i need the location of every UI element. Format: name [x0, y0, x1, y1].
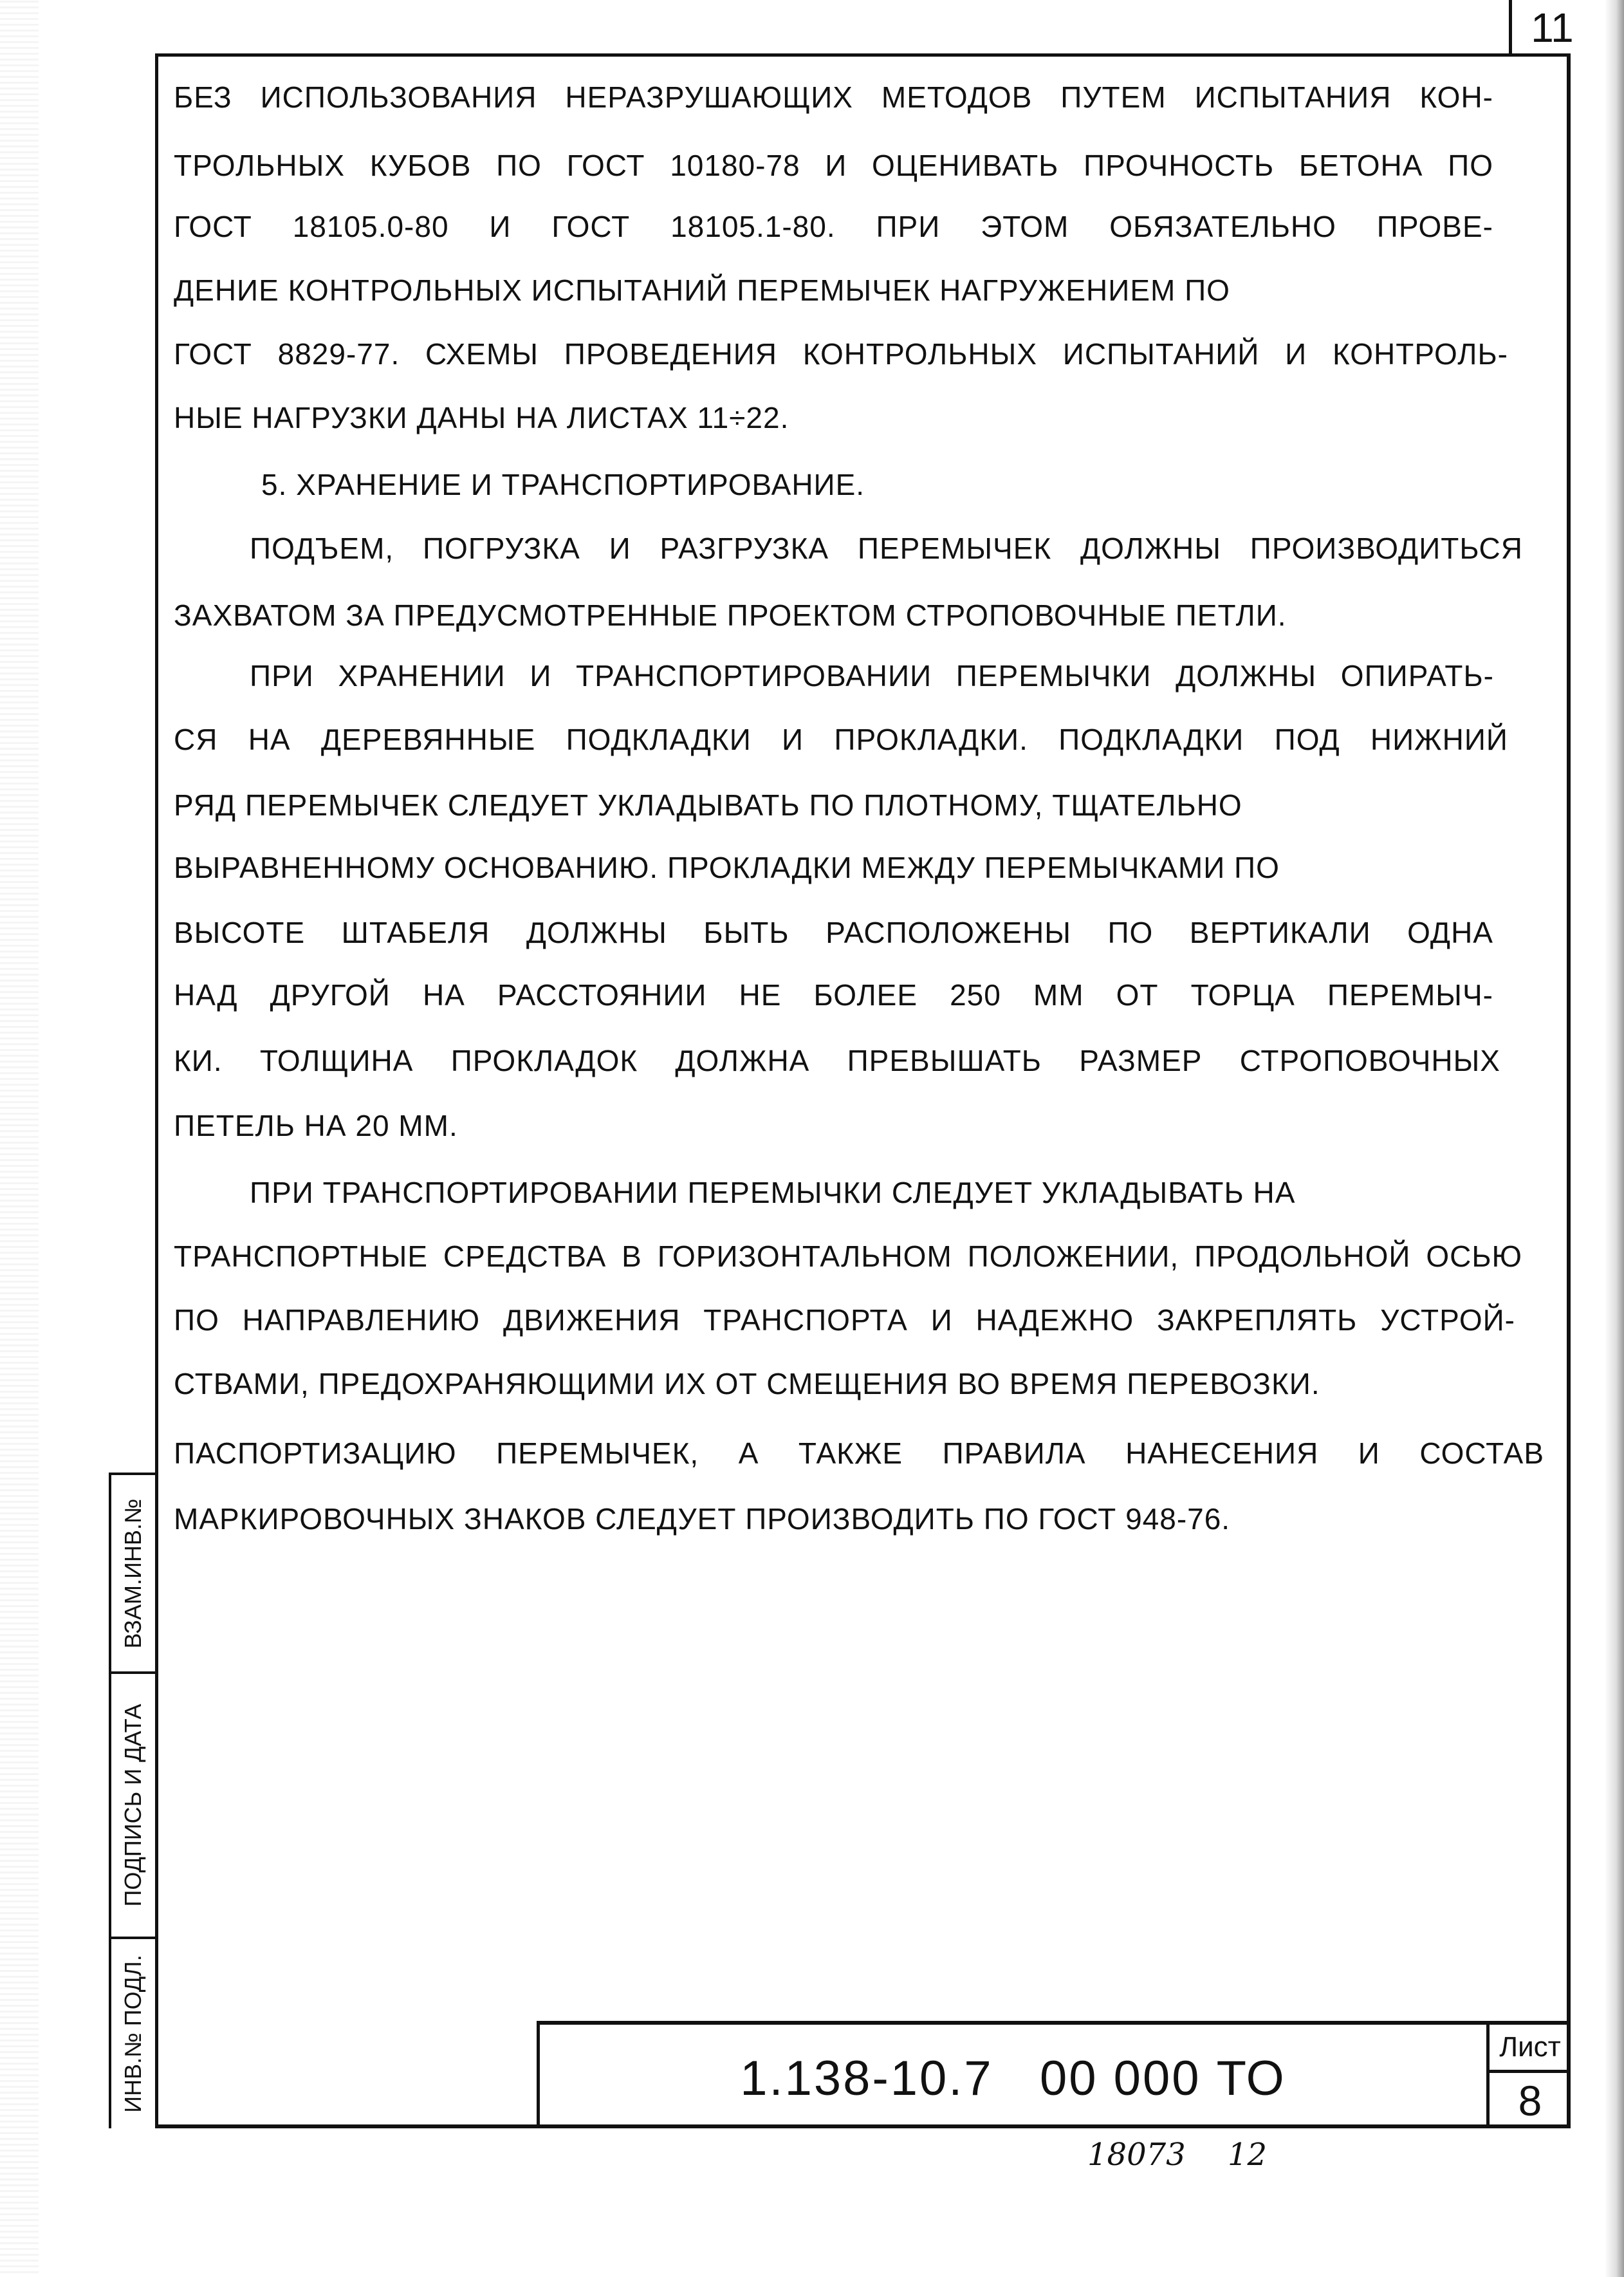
- text-line: ПОДЪЕМ, ПОГРУЗКА И РАЗГРУЗКА ПЕРЕМЫЧЕК ДОЛЖНЫ ПРОИЗВОДИТЬСЯ: [250, 532, 1523, 565]
- text-line: КИ. ТОЛЩИНА ПРОКЛАДОК ДОЛЖНА ПРЕВЫШАТЬ РАЗМЕР СТРОПОВОЧНЫХ: [174, 1044, 1500, 1077]
- sheet-number: 8: [1518, 2077, 1542, 2124]
- text-line: ТРАНСПОРТНЫЕ СРЕДСТВА В ГОРИЗОНТАЛЬНОМ ПОЛОЖЕНИИ, ПРОДОЛЬНОЙ ОСЬЮ: [174, 1240, 1522, 1273]
- text-line: ВЫСОТЕ ШТАБЕЛЯ ДОЛЖНЫ БЫТЬ РАСПОЛОЖЕНЫ ПО ВЕРТИКАЛИ ОДНА: [174, 916, 1493, 949]
- text-line: СТВАМИ, ПРЕДОХРАНЯЮЩИМИ ИХ ОТ СМЕЩЕНИЯ ВО ВРЕМЯ ПЕРЕВОЗКИ.: [174, 1367, 1320, 1400]
- side-cell-signature-date: [111, 1674, 155, 1939]
- text-line: ЗАХВАТОМ ЗА ПРЕДУСМОТРЕННЫЕ ПРОЕКТОМ СТРОПОВОЧНЫЕ ПЕТЛИ.: [174, 599, 1287, 632]
- page-number: 11: [1509, 0, 1592, 55]
- text-line: ПО НАПРАВЛЕНИЮ ДВИЖЕНИЯ ТРАНСПОРТА И НАДЕЖНО ЗАКРЕПЛЯТЬ УСТРОЙ-: [174, 1303, 1515, 1337]
- side-label-signature-date: ПОДПИСЬ И ДАТА: [120, 1704, 146, 1907]
- text-line: СЯ НА ДЕРЕВЯННЫЕ ПОДКЛАДКИ И ПРОКЛАДКИ. ПОДКЛАДКИ ПОД НИЖНИЙ: [174, 723, 1508, 756]
- text-line: 5. ХРАНЕНИЕ И ТРАНСПОРТИРОВАНИЕ.: [261, 468, 865, 501]
- side-label-replacement-inv: ВЗАМ.ИНВ.№: [120, 1498, 146, 1649]
- text-line: ГОСТ 18105.0-80 И ГОСТ 18105.1-80. ПРИ ЭТОМ ОБЯЗАТЕЛЬНО ПРОВЕ-: [174, 210, 1493, 243]
- document-code: 1.138-10.7 00 000 ТО: [740, 2051, 1286, 2106]
- scan-edge-left: [0, 0, 39, 2277]
- text-line: ВЫРАВНЕННОМУ ОСНОВАНИЮ. ПРОКЛАДКИ МЕЖДУ ПЕРЕМЫЧКАМИ ПО: [174, 851, 1280, 884]
- text-line: МАРКИРОВОЧНЫХ ЗНАКОВ СЛЕДУЕТ ПРОИЗВОДИТЬ ПО ГОСТ 948-76.: [174, 1502, 1231, 1536]
- side-stamp: [109, 1473, 155, 2128]
- text-line: ТРОЛЬНЫХ КУБОВ ПО ГОСТ 10180-78 И ОЦЕНИВАТЬ ПРОЧНОСТЬ БЕТОНА ПО: [174, 149, 1493, 182]
- text-line: ПЕТЕЛЬ НА 20 ММ.: [174, 1109, 458, 1142]
- text-line: ПАСПОРТИЗАЦИЮ ПЕРЕМЫЧЕК, А ТАКЖЕ ПРАВИЛА НАНЕСЕНИЯ И СОСТАВ: [174, 1436, 1544, 1470]
- sheet-label: Лист: [1490, 2025, 1571, 2073]
- scan-edge-right: [1605, 0, 1624, 2277]
- sheet-cell: [1486, 2025, 1571, 2128]
- text-line: ПРИ ХРАНЕНИИ И ТРАНСПОРТИРОВАНИИ ПЕРЕМЫЧКИ ДОЛЖНЫ ОПИРАТЬ-: [250, 659, 1494, 692]
- text-line: НАД ДРУГОЙ НА РАССТОЯНИИ НЕ БОЛЕЕ 250 ММ ОТ ТОРЦА ПЕРЕМЫЧ-: [174, 978, 1493, 1012]
- text-line: НЫЕ НАГРУЗКИ ДАНЫ НА ЛИСТАХ 11÷22.: [174, 401, 789, 434]
- side-cell-original-inv: [111, 1939, 155, 2128]
- title-block: [537, 2021, 1571, 2128]
- text-line: ДЕНИЕ КОНТРОЛЬНЫХ ИСПЫТАНИЙ ПЕРЕМЫЧЕК НАГРУЖЕНИЕМ ПО: [174, 274, 1230, 307]
- text-line: БЕЗ ИСПОЛЬЗОВАНИЯ НЕРАЗРУШАЮЩИХ МЕТОДОВ ПУТЕМ ИСПЫТАНИЯ КОН-: [174, 80, 1493, 114]
- side-cell-replacement-inv: [111, 1475, 155, 1674]
- text-line: ПРИ ТРАНСПОРТИРОВАНИИ ПЕРЕМЫЧКИ СЛЕДУЕТ УКЛАДЫВАТЬ НА: [250, 1176, 1296, 1209]
- side-label-original-inv: ИНВ.№ ПОДЛ.: [120, 1955, 146, 2113]
- text-line: ГОСТ 8829-77. СХЕМЫ ПРОВЕДЕНИЯ КОНТРОЛЬНЫХ ИСПЫТАНИЙ И КОНТРОЛЬ-: [174, 337, 1508, 371]
- handwritten-note: 18073 12: [1087, 2137, 1268, 2173]
- text-line: РЯД ПЕРЕМЫЧЕК СЛЕДУЕТ УКЛАДЫВАТЬ ПО ПЛОТНОМУ, ТЩАТЕЛЬНО: [174, 788, 1242, 822]
